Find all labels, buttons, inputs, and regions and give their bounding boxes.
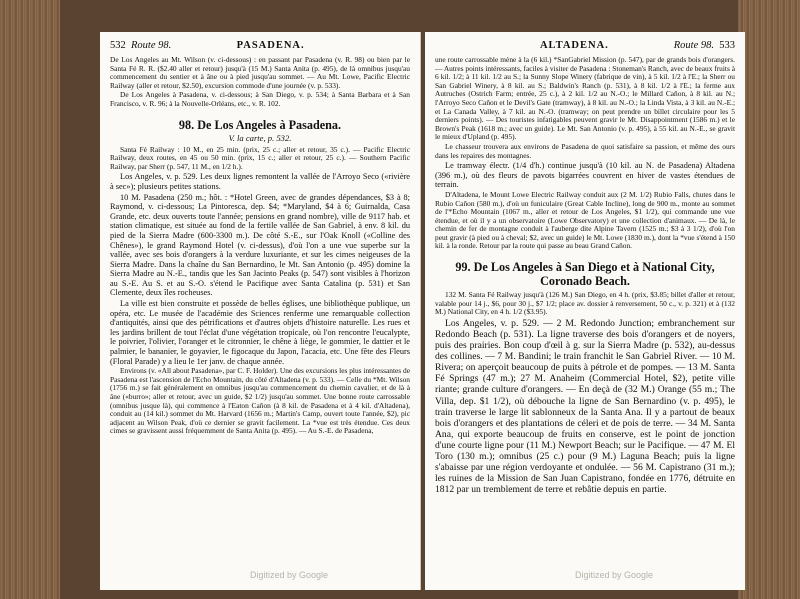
paragraph: Le chasseur trouvera aux environs de Pasadena de quoi satisfaire sa passion, et même des ours dans les repaires des montagnes. bbox=[435, 141, 735, 160]
right-page bbox=[425, 32, 745, 590]
paragraph: Le tramway électr. (1/4 d'h.) continue jusqu'à (10 kil. au N. de Pasadena) Altadena (396 m.), où des fleurs de pavots bigarrées couvrent en hiver de vastes étendues de terrain. bbox=[435, 161, 735, 190]
paragraph: La ville est bien construite et possède de belles églises, une bibliothèque publique, un opéra, etc. Le musée de l'académie des Sciences renferme une remarquable collection d'antiquités, ainsi que des pétrifications et d'autres objets d'histoire naturelle. Les rues et les jardins brillent de tout l'éclat d'une végétation tropicale, où l'on rencontre l'eucalypte, le poivrier, l'olivier, l'oranger et le citronnier, le chêne à liège, le gommier, le dattier et le palmier, le bananier, le goyavier, le figocaque du Japon, l'acacia, etc. Une fête des Fleurs (Floral Parade) y a lieu le 1er janv. de chaque année. bbox=[110, 299, 410, 366]
paragraph: De Los Angeles au Mt. Wilson (v. ci-dessous) : en passant par Pasadena (v. R. 98) ou bien par le Santa Fé R. R. ($2.40 aller et retour) jusqu'à (15 M.) Santa Anita (p. 495), de là omnibus jusqu'au commencement du sentier et à âne ou à pied jusqu'au sommet. — Au Mt. Lowe, Pacific Electric Railway (aller et retour, $2.50), excursion commode d'une journée (v. p. 533). bbox=[110, 55, 410, 90]
paragraph: Los Angeles, v. p. 529. — 2 M. Redondo Junction; embranchement sur Redondo Beach (p. 531). La ligne traverse des bois d'orangers et de noyers, puis des prairies. Bon coup d'œil à g. sur la Sierra Madre (p. 532), au-dessus des collines. — 7 M. Bandini; le train franchit le San Gabriel River. — 10 M. Rivera; on aperçoit beaucoup de puits à pétrole et de pompes. — 13 M. Santa Fé Springs (47 m.); 27 M. Anaheim (Commercial Hotel, $2), petite ville riante; grande culture d'orangers. — En deçà de (32 M.) Orange (55 m.; The Villa, dep. $1 1/2), où débouche la ligne de San Bernardino (v. p. 495), le train traverse le large lit sablonneux de la Santa Ana. Il y a partout de beaux bois d'orangers et des plantations de céleri et de pois de terre. — 34 M. Santa Ana, qui exporte beaucoup de fruits en conserve, est le point de jonction d'une courte ligne pour (11 M.) Newport Beach; sur le Pacifique. — 47 M. El Toro (130 m.); omnibus (25 c.) pour (9 M.) Laguna Beach; puis la ligne s'abaisse par une région verdoyante et ondulée. — 56 M. Capistrano (31 m.); les ruines de la Mission de San Juan Capistrano, fondée en 1776, détruite en 1812 par un tremblement de terre et rebâtie depuis en partie. bbox=[435, 317, 735, 496]
paragraph: D'Altadena, le Mount Lowe Electric Railway conduit aux (2 M. 1/2) Rubio Falls, chutes dans le Rubio Cañon (580 m.), d'où un funiculaire (Great Cable Incline), long de 900 m., monte au sommet de l'*Echo Mountain (1067 m., aller et retour de Los Angeles, $1 1/2), qui commande une vue étendue, et où il y a un observatoire (Lowe Observatory) et une collection d'animaux. — De là, le chemin de fer de montagne conduit à l'auberge dite Alpine Tavern (1525 m.; $3 à 3 1/2), d'où l'on peut gravir (à pied ou à cheval; $2, avec un guide) le Mt. Lowe (1830 m.), dont la *vue s'étend à 150 kil. à la ronde. Retour par la route qui passe au beau Grand Cañon. bbox=[435, 189, 735, 251]
right-page-body bbox=[435, 56, 735, 582]
paragraph: De Los Angeles à Pasadena, v. ci-dessous; à San Diego, v. p. 534; à Santa Barbara et à San Francisco, v. R. 96; à la Nouvelle-Orléans, etc., v. R. 102. bbox=[110, 90, 410, 108]
left-page-body bbox=[110, 56, 410, 582]
left-page-header bbox=[110, 40, 410, 54]
page-number: 532 bbox=[110, 40, 126, 51]
header-title: PASADENA. bbox=[236, 40, 305, 51]
watermark: Digitized by Google bbox=[575, 570, 654, 580]
right-page-header bbox=[435, 40, 735, 54]
watermark: Digitized by Google bbox=[250, 570, 329, 580]
running-title: Route 98. bbox=[673, 40, 714, 51]
paragraph: Santa Fé Railway : 10 M., en 25 min. (prix, 25 c.; aller et retour, 35 c.). — Pacific Electric Railway, deux routes, en 45 ou 50 min. (prix, 15 c.; aller et retour, 25 c.). — Southern Pacific Railway, par Sherr (p. 547, 11 M., en 1/2 h.). bbox=[110, 144, 410, 171]
running-title: Route 98. bbox=[131, 40, 172, 51]
paragraph: 10 M. Pasadena (250 m.; hôt. : *Hotel Green, avec de grandes dépendances, $3 à 8; Raymond, v. ci-dessous; La Pintoresca, dep. $4; *Maryland, $4 à 6; Guirnalda, Casa Grande, etc. deux ouverts toute l'année; pensions en grand nombre), ville de 9117 hab. et station climatique, est située au fond de la fertile vallée de San Gabriel, à env. 8 kil. du pied de la Sierra Madre (600-3300 m.). De côté S.-E., sur l'Oak Knoll («Colline des Chênes»), le grand Raymond Hotel (v. ci-dessus), d'où l'on a une vue superbe sur la vallée, avec ses bois d'orangers à la verdure luxuriante, et sur les cimes neigeuses de la Sierra Madre. Dans la chaîne du San Bernardino, le Mt. San Antonio (p. 495) domine la Sierra Madre au N.-E., tandis que les San Jacinto Peaks (p. 547) sont visibles à l'horizon au S.-E. Au S. et au S.-O. s'étend le Pacifique avec Santa Catalina (p. 531) et San Clemente, deux îles rocheuses. bbox=[110, 192, 410, 298]
right-book-edge bbox=[738, 0, 800, 599]
header-title: ALTADENA. bbox=[539, 40, 609, 51]
section-title: 98. De Los Angeles à Pasadena. bbox=[178, 117, 342, 132]
paragraph: 132 M. Santa Fé Railway jusqu'à (126 M.) San Diego, en 4 h. (prix, $3.85; billet d'aller et retour, valable pour 14 j., $6, pour 30 j., $7 1/2; place av. dossier à renversement, 50 c., v. p. 321) et à (132 M.) National City, en 4 h. 1/2 ($3.95). bbox=[435, 290, 735, 317]
paragraph: Environs (v. «All about Pasadena», par C. F. Holder). Une des excursions les plus intéressantes de Pasadena est l'ascension de l'Echo Mountain, du côté d'Altadena (v. p. 533). — Celle du *Mt. Wilson (1756 m.) se fait généralement en omnibus jusqu'au commencement du chemin cavalier, et de là à âne («burro»; aller et retour, avec un guide, $2 1/2) jusqu'au sommet. Une bonne route carrossable (omnibus jusque là), qui commence à l'Eaton Cañon (à 8 kil. de Pasadena et à 4 kil. d'Altadena), conduit au (14 kil.) sommet du Mt. Harvard (1656 m.; Martin's Camp, ouvert toute l'année, $2), pic adjacent au Wilson Peak, d'où ce dernier se gravit facilement. La *vue est très étendue. Ces deux cimes se gravissent aussi fréquemment de Santa Anita (p. 495). — Au S.-E. de Pasadena, bbox=[110, 366, 410, 436]
paragraph: une route carrossable mène à la (6 kil.) *SanGabriel Mission (p. 547), par de grands bois d'orangers. — Autres points intéressants, faciles à visiter de Pasadena : Stoneman's Ranch, avec de beaux fruits à 6 kil. 1/2; à 11 kil. 1/2 au S.; la Sunny Slope Winery (fabrique de vin), à 5 kil. 1/2 à l'E.; la Sherr ou San Gabriel Winery, à 8 kil. au S.; Baldwin's Ranch (p. 531), à 8 kil. 1/2 à l'E.; la ferme aux Autruches (Ostrich Farm; entrée, 25 c.), à 2 kil. 1/2 au N.-O.; le Millard Cañon, à 8 kil. au N.; l'Arroyo Seco Cañon et le Devil's Gate (tramway), à 8 kil. au N.-O.; la Linda Vista, à 3 kil. au N.-E.; et La Canada Valley, à 7 kil. au N.-O. (tramway; on peut prendre un billet circulaire pour les 5 derniers points). — Des touristes infatigables peuvent gravir le Mt. Disappointment (1586 m.) et le Brown's Peak (1618 m.; avec un guide). Le Mt. San Antonio (v. p. 495), à 55 kil. au N.-E., se gravit le mieux d'Upland (p. 495). bbox=[435, 55, 735, 142]
page-number: 533 bbox=[719, 40, 735, 51]
section-title: 99. De Los Angeles à San Diego et à National City, Coronado Beach. bbox=[455, 260, 715, 289]
paragraph: Los Angeles, v. p. 529. Les deux lignes remontent la vallée de l'Arroyo Seco («rivière à sec»); plusieurs petites stations. bbox=[110, 172, 410, 191]
left-book-edge bbox=[0, 0, 60, 599]
left-page bbox=[100, 32, 421, 590]
section-subtitle: V. la carte, p. 532. bbox=[228, 132, 292, 143]
